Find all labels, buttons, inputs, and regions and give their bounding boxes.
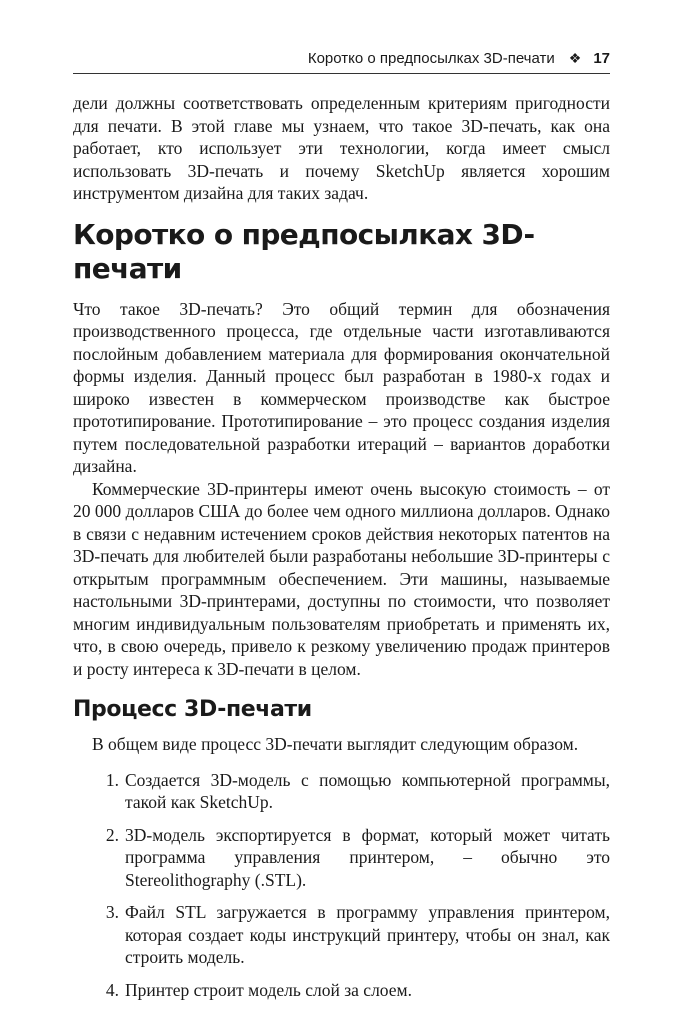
list-item (73, 824, 610, 892)
list-item-text: Файл STL загружается в программу управления принтером, которая создает коды инструкций принтеру, чтобы он знал, как строить модель. (125, 902, 610, 967)
process-steps-list (73, 769, 610, 1002)
list-item-number: 2. (105, 824, 119, 845)
list-item (73, 979, 610, 1002)
section-paragraph-1: Что такое 3D-печать? Это общий термин для обозначения производственного процесса, где отдельные части изготавливаются послойным добавлением материала для формирования окончательной формы изделия. Данный процесс был разработан в 1980-х годах и широко известен в коммерческом производстве как быстрое прототипирование. Прототипирование – это процесс создания изделия путем последовательной разработки итераций – вариантов доработки дизайна. (73, 298, 610, 476)
list-item (73, 769, 610, 814)
section-paragraph-2: Коммерческие 3D-принтеры имеют очень высокую стоимость – от 20 000 долларов США до более чем одного миллиона долларов. Однако в связи с недавним истечением сроков действия некоторых патентов на 3D-печать для любителей были разработаны небольшие 3D-принтеры с открытым программным обеспечением. Эти машины, называемые настольными 3D-принтерами, доступны по стоимости, что позволяет многим индивидуальным пользователям приобретать и применять их, что, в свою очередь, привело к резкому увеличению продаж принтеров и росту интереса к 3D-печати в целом. (73, 478, 610, 679)
intro-paragraph: дели должны соответствовать определенным критериям пригодности для печати. В этой главе мы узнаем, что такое 3D-печать, как она работает, кто использует эти технологии, когда имеет смысл использовать 3D-печать и почему SketchUp является хорошим инструментом дизайна для таких задач. (73, 93, 610, 203)
page-number: 17 (593, 49, 610, 67)
subsection-heading: Процесс 3D-печати (73, 697, 312, 722)
page-content (73, 92, 610, 1011)
list-item-number: 3. (105, 902, 119, 922)
list-item-number: 4. (105, 979, 119, 1000)
list-item-text: Создается 3D-модель с помощью компьютерной программы, такой как SketchUp. (125, 769, 610, 812)
list-item-text: Принтер строит модель слой за слоем. (125, 979, 412, 1000)
separator-ornament-icon: ❖ (568, 49, 582, 66)
section-heading: Коротко о предпосылках 3D-печати (73, 217, 535, 285)
subsection-lead-paragraph: В общем виде процесс 3D-печати выглядит следующим образом. (92, 734, 579, 754)
running-header (73, 46, 610, 74)
list-item (73, 901, 610, 969)
running-title: Коротко о предпосылках 3D-печати (307, 49, 555, 67)
list-item-text: 3D-модель экспортируется в формат, который может читать программа управления принтером, – обычно это Stereolithography (.STL). (125, 824, 610, 890)
list-item-number: 1. (105, 769, 119, 790)
